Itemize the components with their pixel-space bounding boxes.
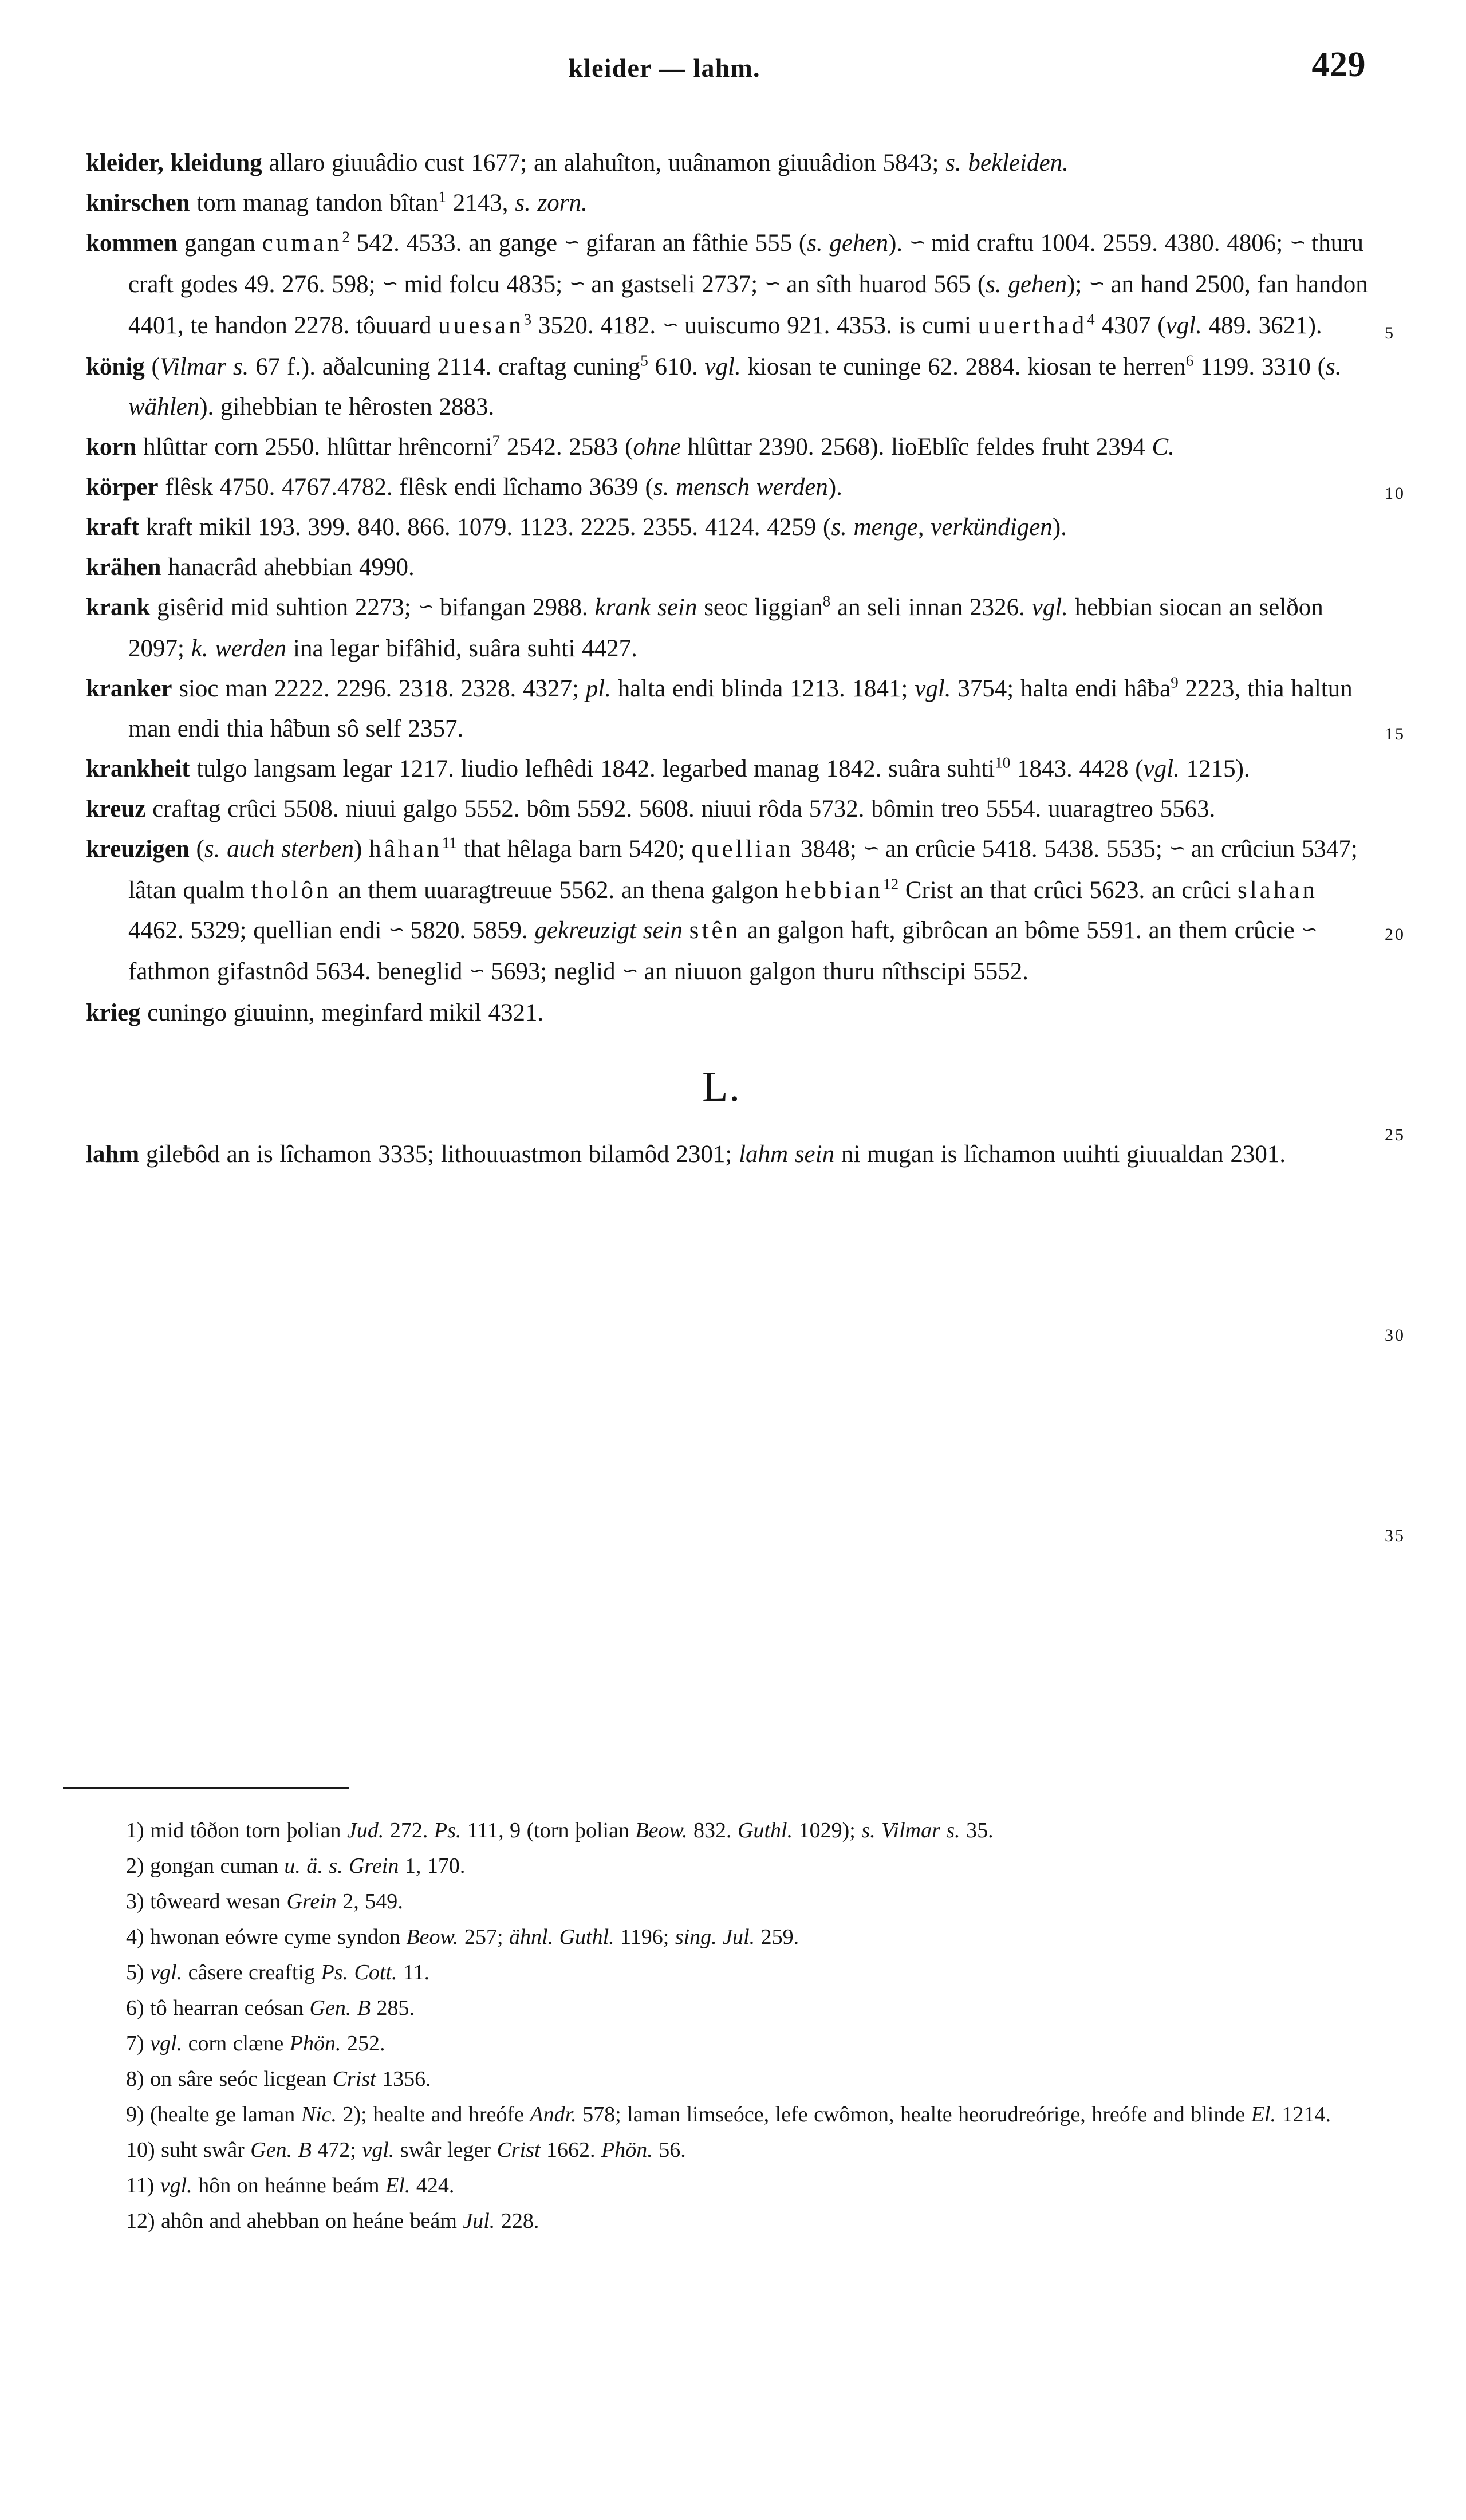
headword-krank: krank [86, 594, 151, 621]
swung-dash-icon: ∽ [1169, 837, 1185, 860]
line-number-15: 15 [1385, 724, 1405, 743]
swung-dash-icon: ∽ [563, 231, 580, 254]
swung-dash-icon: ∽ [417, 595, 434, 618]
entry-kraft: kraft kraft mikil 193. 399. 840. 866. 1079. 1123. 2225. 2355. 4124. 4259 (s. menge, verkündigen). [86, 514, 1067, 541]
footnote-list [63, 1813, 1380, 2239]
footnote-10: 10) suht swâr Gen. B 472; vgl. swâr leger Crist 1662. Phön. 56. [126, 2138, 686, 2162]
running-head [0, 0, 1466, 84]
footnote-marker-5: 5 [640, 352, 648, 369]
section-letter-heading: L. [702, 1064, 741, 1111]
swung-dash-icon: ∽ [622, 959, 637, 982]
footnote-11: 11) vgl. hôn on heánne beám El. 424. [126, 2174, 455, 2198]
headword-kreuz: kreuz [86, 796, 146, 822]
swung-dash-icon: ∽ [382, 272, 397, 295]
line-number-10: 10 [1385, 484, 1405, 503]
page-number: 429 [1311, 45, 1366, 84]
footnote-marker-4: 4 [1087, 310, 1095, 328]
swung-dash-icon: ∽ [909, 231, 925, 254]
footnote-marker-7: 7 [492, 432, 501, 450]
footnote-marker-10: 10 [995, 754, 1011, 771]
swung-dash-icon: ∽ [1301, 918, 1317, 941]
footnote-marker-2: 2 [342, 228, 350, 246]
entry-kommen: kommen gangan cuman$^2$ 542. 4533. an gange ∽ gifaran an fâthie 555 (s. gehen). ∽ mid craftu 1004. 2559. 4380. 4806; ∽ thuru craft godes 49. 276. 598; ∽ mid folcu 4835; ∽ an gastseli 2737; ∽ an sîth huarod 565 (s. gehen); ∽ an hand 2500, fan handon 4401, te handon 2278. tôuuard uuesan$^3$ 3520. 4182. ∽ uuiscumo 921. 4353. is cumi uuerthad$^4$ 4307 (vgl. 489. 3621). [86, 228, 1368, 339]
headword-kleider: kleider, kleidung [86, 149, 262, 176]
footnote-12: 12) ahôn and ahebban on heáne beám Jul. 228. [126, 2209, 539, 2233]
swung-dash-icon: ∽ [662, 313, 678, 336]
entry-kranker: kranker sioc man 2222. 2296. 2318. 2328. 4327; pl. halta endi blinda 1213. 1841; vgl. 3754; halta endi hâƀa$^9$ 2223, thia haltun man endi thia hâƀun sô self 2357. [86, 674, 1353, 742]
swung-dash-icon: ∽ [388, 918, 404, 941]
headword-kraft: kraft [86, 514, 140, 541]
line-number-30: 30 [1385, 1326, 1405, 1345]
headword-krankheit: krankheit [86, 755, 190, 782]
line-number-25: 25 [1385, 1125, 1405, 1144]
footnote-4: 4) hwonan eówre cyme syndon Beow. 257; ähnl. Guthl. 1196; sing. Jul. 259. [126, 1925, 799, 1949]
footnote-2: 2) gongan cuman u. ä. s. Grein 1, 170. [126, 1854, 466, 1878]
footnote-3: 3) tôweard wesan Grein 2, 549. [126, 1889, 403, 1913]
footnote-8: 8) on sâre seóc licgean Crist 1356. [126, 2067, 431, 2091]
footnote-marker-12: 12 [883, 875, 899, 893]
entry-krank: krank gisêrid mid suhtion 2273; ∽ bifangan 2988. krank sein seoc liggian$^8$ an seli innan 2326. vgl. hebbian siocan an selðon 2097; k. werden ina legar bifâhid, suâra suhti 4427. [86, 592, 1323, 662]
swung-dash-icon: ∽ [569, 272, 585, 295]
footnote-marker-6: 6 [1185, 352, 1194, 369]
entry-kreuzigen: kreuzigen (s. auch sterben) hâhan$^{11}$ that hêlaga barn 5420; quellian 3848; ∽ an crûcie 5418. 5438. 5535; ∽ an crûciun 5347; lâtan qualm tholôn an them uuaragtreuue 5562. an thena galgon hebbian$^{12}$ Crist an that crûci 5623. an crûci slahan 4462. 5329; quellian endi ∽ 5820. 5859. gekreuzigt sein stên an galgon haft, gibrôcan an bôme 5591. an them crûcie ∽ fathmon gifastnôd 5634. beneglid ∽ 5693; neglid ∽ an niuuon galgon thuru nîthscipi 5552. [86, 834, 1358, 985]
headword-krieg: krieg [86, 999, 141, 1026]
swung-dash-icon: ∽ [764, 272, 780, 295]
footnote-marker-9: 9 [1171, 674, 1179, 691]
headword-lahm: lahm [86, 1141, 140, 1168]
headword-kranker: kranker [86, 675, 172, 702]
cross-ref: s. bekleiden. [945, 149, 1069, 176]
entry-column [86, 143, 1369, 1175]
headword-kraehen: krähen [86, 554, 161, 581]
footnote-9: 9) (healte ge laman Nic. 2); healte and hreófe Andr. 578; laman limseóce, lefe cwômon, healte heorudreórige, hreófe and blinde El. 1214. [126, 2102, 1331, 2127]
entry-korn: korn hlûttar corn 2550. hlûttar hrêncorni$^7$ 2542. 2583 (ohne hlûttar 2390. 2568). lioEblîc feldes fruht 2394 C. [86, 432, 1175, 460]
footnote-marker-3: 3 [523, 310, 532, 328]
entry-kreuz: kreuz craftag crûci 5508. niuui galgo 5552. bôm 5592. 5608. niuui rôda 5732. bômin treo 5554. uuaragtreo 5563. [86, 796, 1216, 822]
footnote-marker-11: 11 [442, 834, 457, 852]
footnote-separator-rule [63, 1787, 349, 1789]
entry-koenig: könig (Vilmar s. 67 f.). aðalcuning 2114. craftag cuning$^5$ 610. vgl. kiosan te cuninge 62. 2884. kiosan te herren$^6$ 1199. 3310 (s. wählen). gihebbian te hêrosten 2883. [86, 352, 1342, 420]
entry-kleider: kleider, kleidung allaro giuuâdio cust 1677; an alahuîton, uuânamon giuuâdion 5843; s. bekleiden. [86, 149, 1069, 176]
line-number-35: 35 [1385, 1526, 1405, 1545]
headword-kreuzigen: kreuzigen [86, 836, 190, 863]
entry-krankheit: krankheit tulgo langsam legar 1217. liudio lefhêdi 1842. legarbed manag 1842. suâra suhti$^{10}$ 1843. 4428 (vgl. 1215). [86, 754, 1250, 782]
swung-dash-icon: ∽ [1089, 272, 1104, 295]
footnote-marker-1: 1 [438, 188, 447, 206]
entry-krieg: krieg cuningo giuuinn, meginfard mikil 4321. [86, 999, 544, 1026]
swung-dash-icon: ∽ [469, 959, 484, 982]
headword-kommen: kommen [86, 230, 178, 257]
footnote-6: 6) tô hearran ceósan Gen. B 285. [126, 1996, 415, 2020]
footnote-5: 5) vgl. câsere creaftig Ps. Cott. 11. [126, 1960, 430, 1984]
footnote-7: 7) vgl. corn clæne Phön. 252. [126, 2031, 385, 2056]
headword-korn: korn [86, 434, 137, 460]
cross-ref: s. zorn. [515, 190, 588, 216]
swung-dash-icon: ∽ [1290, 231, 1305, 254]
entry-knirschen: knirschen torn manag tandon bîtan$^1$ 2143, s. zorn. [86, 188, 588, 216]
footnote-marker-8: 8 [822, 592, 831, 610]
entry-kraehen: krähen hanacrâd ahebbian 4990. [86, 554, 415, 581]
footnote-1: 1) mid tôðon torn þolian Jud. 272. Ps. 111, 9 (torn þolian Beow. 832. Guthl. 1029); s. Vilmar s. 35. [126, 1818, 994, 1842]
entry-koerper: körper flêsk 4750. 4767.4782. flêsk endi lîchamo 3639 (s. mensch werden). [86, 474, 842, 501]
entry-lahm: lahm gileƀôd an is lîchamon 3335; lithouuastmon bilamôd 2301; lahm sein ni mugan is lîchamon uuihti giuualdan 2301. [86, 1141, 1286, 1168]
swung-dash-icon: ∽ [863, 837, 879, 860]
headword-knirschen: knirschen [86, 190, 190, 216]
page-title: kleider — lahm. [568, 53, 760, 82]
line-number-5: 5 [1385, 324, 1395, 342]
headword-koerper: körper [86, 474, 159, 501]
headword-koenig: könig [86, 353, 145, 380]
line-number-20: 20 [1385, 925, 1405, 944]
